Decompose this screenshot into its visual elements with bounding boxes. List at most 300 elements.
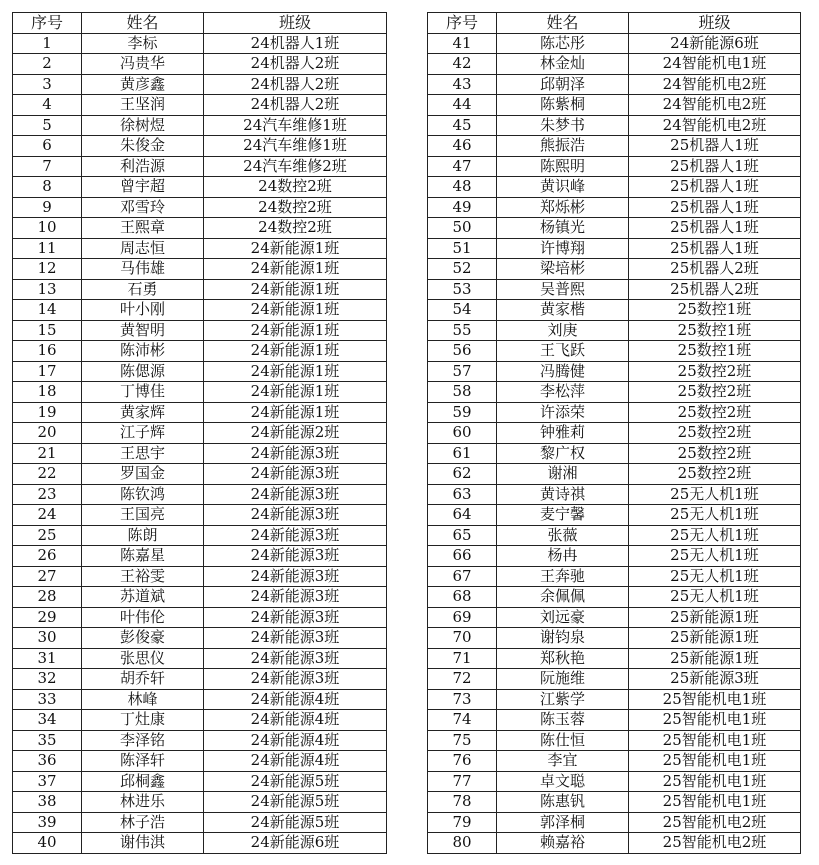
- cell-name: 叶伟伦: [82, 607, 204, 628]
- cell-name: 陈熙明: [497, 156, 629, 177]
- table-row: [13, 751, 387, 772]
- cell-no: 30: [13, 628, 82, 649]
- cell-name: 黄识峰: [497, 177, 629, 198]
- cell-no: 59: [428, 402, 497, 423]
- table-row: [13, 382, 387, 403]
- cell-name: 马伟雄: [82, 259, 204, 280]
- table-row: [428, 320, 801, 341]
- cell-name: 邱桐鑫: [82, 771, 204, 792]
- table-row: [428, 607, 801, 628]
- table-row: [428, 95, 801, 116]
- table-row: [428, 771, 801, 792]
- cell-class: 25机器人2班: [629, 259, 801, 280]
- table-row: [13, 218, 387, 239]
- cell-no: 14: [13, 300, 82, 321]
- cell-no: 8: [13, 177, 82, 198]
- cell-name: 刘庚: [497, 320, 629, 341]
- table-row: [428, 156, 801, 177]
- cell-name: 丁灶康: [82, 710, 204, 731]
- cell-class: 25新能源3班: [629, 669, 801, 690]
- cell-no: 5: [13, 115, 82, 136]
- cell-class: 24新能源5班: [204, 812, 387, 833]
- cell-no: 76: [428, 751, 497, 772]
- cell-no: 48: [428, 177, 497, 198]
- cell-class: 24汽车维修2班: [204, 156, 387, 177]
- table-row: [13, 238, 387, 259]
- cell-class: 25数控1班: [629, 341, 801, 362]
- cell-no: 53: [428, 279, 497, 300]
- cell-class: 25机器人1班: [629, 136, 801, 157]
- header-class: 班级: [204, 13, 387, 34]
- cell-class: 25无人机1班: [629, 587, 801, 608]
- cell-no: 38: [13, 792, 82, 813]
- table-row: [13, 669, 387, 690]
- table-row: [428, 628, 801, 649]
- cell-no: 68: [428, 587, 497, 608]
- cell-class: 24新能源3班: [204, 669, 387, 690]
- cell-no: 58: [428, 382, 497, 403]
- cell-class: 25数控2班: [629, 423, 801, 444]
- cell-no: 34: [13, 710, 82, 731]
- cell-no: 20: [13, 423, 82, 444]
- cell-no: 13: [13, 279, 82, 300]
- cell-class: 25新能源1班: [629, 648, 801, 669]
- cell-class: 24新能源1班: [204, 259, 387, 280]
- cell-name: 林金灿: [497, 54, 629, 75]
- cell-no: 63: [428, 484, 497, 505]
- cell-class: 25智能机电1班: [629, 751, 801, 772]
- table-row: [13, 607, 387, 628]
- table-row: [428, 587, 801, 608]
- table-row: [428, 382, 801, 403]
- cell-class: 24数控2班: [204, 218, 387, 239]
- cell-name: 黄诗祺: [497, 484, 629, 505]
- cell-no: 46: [428, 136, 497, 157]
- cell-name: 李松萍: [497, 382, 629, 403]
- cell-class: 25机器人1班: [629, 238, 801, 259]
- table-row: [428, 669, 801, 690]
- table-row: [428, 74, 801, 95]
- cell-name: 李宜: [497, 751, 629, 772]
- table-row: [428, 505, 801, 526]
- cell-class: 24新能源3班: [204, 505, 387, 526]
- table-row: [428, 566, 801, 587]
- cell-no: 52: [428, 259, 497, 280]
- cell-no: 75: [428, 730, 497, 751]
- table-row: [13, 54, 387, 75]
- cell-no: 12: [13, 259, 82, 280]
- cell-no: 65: [428, 525, 497, 546]
- cell-no: 49: [428, 197, 497, 218]
- table-row: [428, 177, 801, 198]
- cell-name: 冯腾健: [497, 361, 629, 382]
- cell-name: 黄家楷: [497, 300, 629, 321]
- cell-name: 谢湘: [497, 464, 629, 485]
- cell-name: 吴普熙: [497, 279, 629, 300]
- cell-name: 陈泽轩: [82, 751, 204, 772]
- table-row: [13, 730, 387, 751]
- cell-name: 王坚润: [82, 95, 204, 116]
- table-row: [428, 115, 801, 136]
- header-no: 序号: [428, 13, 497, 34]
- cell-class: 24新能源3班: [204, 648, 387, 669]
- cell-name: 杨冉: [497, 546, 629, 567]
- cell-no: 73: [428, 689, 497, 710]
- cell-class: 24机器人2班: [204, 54, 387, 75]
- cell-no: 6: [13, 136, 82, 157]
- cell-name: 陈玉蓉: [497, 710, 629, 731]
- table-row: [428, 197, 801, 218]
- cell-name: 朱俊金: [82, 136, 204, 157]
- cell-name: 邱朝泽: [497, 74, 629, 95]
- cell-no: 56: [428, 341, 497, 362]
- cell-name: 陈惠钒: [497, 792, 629, 813]
- cell-class: 24新能源3班: [204, 443, 387, 464]
- cell-no: 64: [428, 505, 497, 526]
- cell-class: 24数控2班: [204, 197, 387, 218]
- table-row: [13, 115, 387, 136]
- table-row: [428, 833, 801, 854]
- table-row: [428, 792, 801, 813]
- cell-class: 25智能机电2班: [629, 833, 801, 854]
- table-row: [13, 710, 387, 731]
- cell-name: 黎广权: [497, 443, 629, 464]
- table-row: [428, 300, 801, 321]
- cell-class: 25数控2班: [629, 361, 801, 382]
- cell-class: 25新能源1班: [629, 628, 801, 649]
- cell-class: 25数控2班: [629, 402, 801, 423]
- cell-no: 15: [13, 320, 82, 341]
- header-name: 姓名: [497, 13, 629, 34]
- cell-no: 1: [13, 33, 82, 54]
- cell-name: 郭泽桐: [497, 812, 629, 833]
- cell-no: 17: [13, 361, 82, 382]
- table-row: [13, 792, 387, 813]
- cell-class: 24新能源1班: [204, 382, 387, 403]
- cell-class: 24新能源3班: [204, 628, 387, 649]
- table-row: [13, 320, 387, 341]
- header-row: [13, 13, 387, 34]
- table-row: [428, 54, 801, 75]
- cell-no: 29: [13, 607, 82, 628]
- table-row: [13, 812, 387, 833]
- cell-name: 李标: [82, 33, 204, 54]
- cell-class: 25新能源1班: [629, 607, 801, 628]
- table-row: [428, 730, 801, 751]
- table-row: [13, 279, 387, 300]
- cell-class: 25智能机电1班: [629, 771, 801, 792]
- cell-class: 24新能源2班: [204, 423, 387, 444]
- table-row: [428, 238, 801, 259]
- cell-class: 24智能机电2班: [629, 74, 801, 95]
- cell-class: 24新能源3班: [204, 525, 387, 546]
- table-row: [428, 464, 801, 485]
- cell-class: 24新能源4班: [204, 751, 387, 772]
- table-row: [13, 259, 387, 280]
- cell-no: 7: [13, 156, 82, 177]
- cell-no: 24: [13, 505, 82, 526]
- table-row: [13, 300, 387, 321]
- cell-class: 24新能源3班: [204, 464, 387, 485]
- cell-class: 25数控2班: [629, 464, 801, 485]
- cell-no: 10: [13, 218, 82, 239]
- cell-no: 23: [13, 484, 82, 505]
- cell-class: 24新能源4班: [204, 689, 387, 710]
- cell-class: 24新能源3班: [204, 566, 387, 587]
- table-row: [13, 136, 387, 157]
- cell-no: 54: [428, 300, 497, 321]
- table-row: [428, 33, 801, 54]
- cell-class: 25无人机1班: [629, 546, 801, 567]
- cell-no: 78: [428, 792, 497, 813]
- cell-class: 25机器人1班: [629, 218, 801, 239]
- cell-no: 36: [13, 751, 82, 772]
- cell-no: 18: [13, 382, 82, 403]
- cell-class: 25无人机1班: [629, 484, 801, 505]
- cell-no: 22: [13, 464, 82, 485]
- table-row: [13, 177, 387, 198]
- cell-name: 罗国金: [82, 464, 204, 485]
- cell-name: 陈朗: [82, 525, 204, 546]
- table-row: [13, 443, 387, 464]
- cell-name: 江子辉: [82, 423, 204, 444]
- cell-class: 25数控2班: [629, 382, 801, 403]
- cell-class: 25机器人1班: [629, 197, 801, 218]
- table-row: [13, 74, 387, 95]
- cell-class: 24智能机电1班: [629, 54, 801, 75]
- cell-name: 赖嘉裕: [497, 833, 629, 854]
- cell-name: 熊振浩: [497, 136, 629, 157]
- cell-no: 44: [428, 95, 497, 116]
- cell-no: 9: [13, 197, 82, 218]
- table-row: [428, 689, 801, 710]
- header-class: 班级: [629, 13, 801, 34]
- table-row: [13, 341, 387, 362]
- cell-no: 55: [428, 320, 497, 341]
- cell-class: 24智能机电2班: [629, 95, 801, 116]
- cell-no: 25: [13, 525, 82, 546]
- cell-class: 24新能源5班: [204, 792, 387, 813]
- cell-name: 江紫学: [497, 689, 629, 710]
- table-row: [13, 361, 387, 382]
- table-row: [13, 197, 387, 218]
- cell-no: 35: [13, 730, 82, 751]
- cell-name: 王思宇: [82, 443, 204, 464]
- cell-no: 51: [428, 238, 497, 259]
- cell-name: 黄家辉: [82, 402, 204, 423]
- table-row: [13, 402, 387, 423]
- cell-class: 25机器人2班: [629, 279, 801, 300]
- table-row: [428, 279, 801, 300]
- cell-name: 陈钦鸿: [82, 484, 204, 505]
- cell-name: 王奔驰: [497, 566, 629, 587]
- cell-name: 邓雪玲: [82, 197, 204, 218]
- table-row: [428, 484, 801, 505]
- cell-no: 66: [428, 546, 497, 567]
- cell-name: 王裕雯: [82, 566, 204, 587]
- cell-name: 张薇: [497, 525, 629, 546]
- cell-class: 24新能源4班: [204, 710, 387, 731]
- cell-class: 24新能源1班: [204, 341, 387, 362]
- table-row: [13, 566, 387, 587]
- cell-name: 林进乐: [82, 792, 204, 813]
- cell-class: 24新能源1班: [204, 238, 387, 259]
- cell-no: 42: [428, 54, 497, 75]
- cell-no: 41: [428, 33, 497, 54]
- cell-no: 19: [13, 402, 82, 423]
- cell-no: 43: [428, 74, 497, 95]
- cell-no: 47: [428, 156, 497, 177]
- table-row: [428, 136, 801, 157]
- cell-name: 林子浩: [82, 812, 204, 833]
- cell-name: 徐树煜: [82, 115, 204, 136]
- cell-name: 张思仪: [82, 648, 204, 669]
- table-row: [13, 525, 387, 546]
- cell-class: 25数控1班: [629, 300, 801, 321]
- cell-class: 25数控2班: [629, 443, 801, 464]
- table-row: [13, 648, 387, 669]
- cell-name: 麦宁馨: [497, 505, 629, 526]
- roster-table-left: [12, 12, 387, 854]
- cell-no: 4: [13, 95, 82, 116]
- table-row: [428, 443, 801, 464]
- cell-no: 60: [428, 423, 497, 444]
- cell-class: 24新能源6班: [204, 833, 387, 854]
- cell-class: 24数控2班: [204, 177, 387, 198]
- cell-name: 许添荣: [497, 402, 629, 423]
- cell-no: 45: [428, 115, 497, 136]
- table-row: [13, 587, 387, 608]
- roster-table-left-body: [13, 13, 387, 854]
- cell-name: 王熙章: [82, 218, 204, 239]
- cell-class: 24新能源3班: [204, 484, 387, 505]
- table-row: [13, 833, 387, 854]
- table-row: [428, 423, 801, 444]
- cell-no: 62: [428, 464, 497, 485]
- table-row: [13, 689, 387, 710]
- cell-no: 71: [428, 648, 497, 669]
- cell-name: 陈仕恒: [497, 730, 629, 751]
- cell-no: 74: [428, 710, 497, 731]
- header-no: 序号: [13, 13, 82, 34]
- cell-name: 刘远豪: [497, 607, 629, 628]
- cell-name: 卓文聪: [497, 771, 629, 792]
- cell-name: 曾宇超: [82, 177, 204, 198]
- cell-class: 24新能源3班: [204, 587, 387, 608]
- cell-name: 钟雅莉: [497, 423, 629, 444]
- cell-name: 陈偲源: [82, 361, 204, 382]
- cell-class: 24机器人2班: [204, 95, 387, 116]
- table-row: [13, 423, 387, 444]
- cell-name: 陈紫桐: [497, 95, 629, 116]
- table-row: [13, 484, 387, 505]
- cell-name: 陈嘉星: [82, 546, 204, 567]
- cell-class: 24新能源3班: [204, 607, 387, 628]
- cell-class: 24机器人1班: [204, 33, 387, 54]
- cell-name: 王飞跃: [497, 341, 629, 362]
- table-row: [428, 812, 801, 833]
- cell-name: 苏道斌: [82, 587, 204, 608]
- cell-name: 陈芯彤: [497, 33, 629, 54]
- cell-class: 24新能源1班: [204, 402, 387, 423]
- cell-name: 许博翔: [497, 238, 629, 259]
- cell-no: 50: [428, 218, 497, 239]
- cell-name: 梁培彬: [497, 259, 629, 280]
- cell-class: 25智能机电2班: [629, 812, 801, 833]
- cell-no: 61: [428, 443, 497, 464]
- cell-name: 林峰: [82, 689, 204, 710]
- cell-class: 24新能源5班: [204, 771, 387, 792]
- cell-class: 25数控1班: [629, 320, 801, 341]
- cell-name: 李泽铭: [82, 730, 204, 751]
- cell-name: 黄智明: [82, 320, 204, 341]
- cell-class: 24智能机电2班: [629, 115, 801, 136]
- cell-no: 3: [13, 74, 82, 95]
- cell-no: 26: [13, 546, 82, 567]
- cell-name: 黄彦鑫: [82, 74, 204, 95]
- table-row: [428, 751, 801, 772]
- cell-name: 余佩佩: [497, 587, 629, 608]
- cell-no: 39: [13, 812, 82, 833]
- table-row: [13, 95, 387, 116]
- cell-no: 11: [13, 238, 82, 259]
- cell-class: 25无人机1班: [629, 525, 801, 546]
- cell-name: 谢钧泉: [497, 628, 629, 649]
- table-row: [13, 156, 387, 177]
- cell-no: 77: [428, 771, 497, 792]
- table-row: [428, 341, 801, 362]
- cell-name: 冯贵华: [82, 54, 204, 75]
- table-row: [13, 546, 387, 567]
- cell-name: 叶小刚: [82, 300, 204, 321]
- cell-class: 24新能源4班: [204, 730, 387, 751]
- cell-no: 69: [428, 607, 497, 628]
- cell-name: 周志恒: [82, 238, 204, 259]
- header-row: [428, 13, 801, 34]
- header-name: 姓名: [82, 13, 204, 34]
- table-row: [13, 771, 387, 792]
- table-row: [13, 464, 387, 485]
- cell-name: 郑秋艳: [497, 648, 629, 669]
- cell-class: 25智能机电1班: [629, 792, 801, 813]
- cell-no: 37: [13, 771, 82, 792]
- cell-name: 陈沛彬: [82, 341, 204, 362]
- cell-name: 丁博佳: [82, 382, 204, 403]
- cell-no: 16: [13, 341, 82, 362]
- cell-no: 67: [428, 566, 497, 587]
- cell-class: 25智能机电1班: [629, 689, 801, 710]
- cell-name: 郑烁彬: [497, 197, 629, 218]
- cell-name: 杨镇光: [497, 218, 629, 239]
- cell-class: 25机器人1班: [629, 156, 801, 177]
- cell-name: 胡乔轩: [82, 669, 204, 690]
- cell-no: 28: [13, 587, 82, 608]
- cell-no: 32: [13, 669, 82, 690]
- cell-class: 25智能机电1班: [629, 730, 801, 751]
- cell-name: 阮施维: [497, 669, 629, 690]
- cell-class: 24汽车维修1班: [204, 136, 387, 157]
- cell-name: 王国亮: [82, 505, 204, 526]
- cell-no: 31: [13, 648, 82, 669]
- cell-no: 21: [13, 443, 82, 464]
- cell-name: 谢伟淇: [82, 833, 204, 854]
- table-row: [428, 402, 801, 423]
- cell-no: 72: [428, 669, 497, 690]
- table-row: [428, 648, 801, 669]
- table-row: [13, 628, 387, 649]
- roster-table-right: [427, 12, 801, 854]
- table-row: [428, 710, 801, 731]
